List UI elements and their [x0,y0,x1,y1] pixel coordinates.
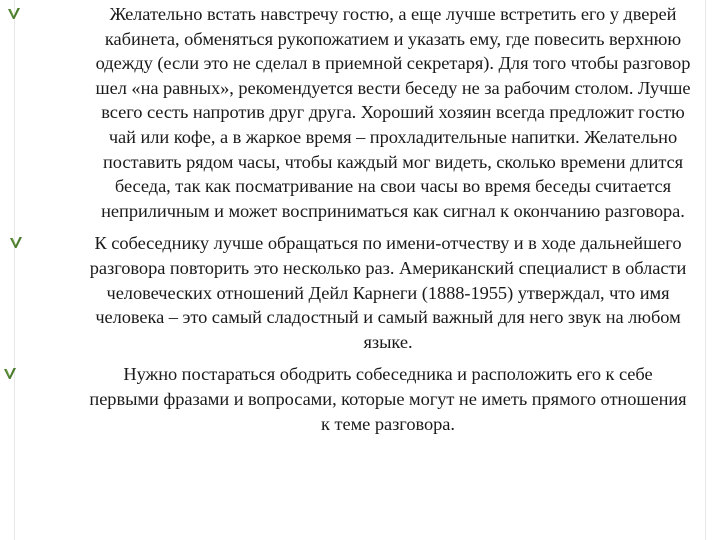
bullet-text-3: Нужно постараться ободрить собеседника и расположить его к себе первыми фразами и вопросами, которые могут не иметь прямого отношения к теме разговора. [89,364,687,434]
frame-line-left [14,0,15,540]
bullet-item-2 [88,231,718,354]
bullet-item-3 [88,362,718,436]
bullet-item-1 [88,2,718,223]
checkmark-v-icon [9,236,23,250]
checkmark-v-icon [7,7,21,21]
bullet-text-2: К собеседнику лучше обращаться по имени-отчеству и в ходе дальнейшего разговора повторить это несколько раз. Американский специалист в области человеческих отношений Дейл Карнеги (1888-1955) утверждал, что имя человека – это самый сладостный и самый важный для него звук на любом языке. [89,233,687,352]
bullet-list [88,2,718,436]
bullet-text-1: Желательно встать навстречу гостю, а еще лучше встретить его у дверей кабинета, обменяться рукопожатием и указать ему, где повесить верхнюю одежду (если это не сделал в приемной секретаря). Для того чтобы разговор шел «на равных», рекомендуется вести беседу не за рабочим столом. Лучше всего сесть напротив друг друга. Хороший хозяин всегда предложит гостю чай или кофе, а в жаркое время – прохладительные напитки. Желательно поставить рядом часы, чтобы каждый мог видеть, сколько времени длится беседа, так как посматривание на свои часы во время беседы считается неприличным и может восприниматься как сигнал к окончанию разговора. [95,4,691,221]
checkmark-v-icon [3,367,17,381]
